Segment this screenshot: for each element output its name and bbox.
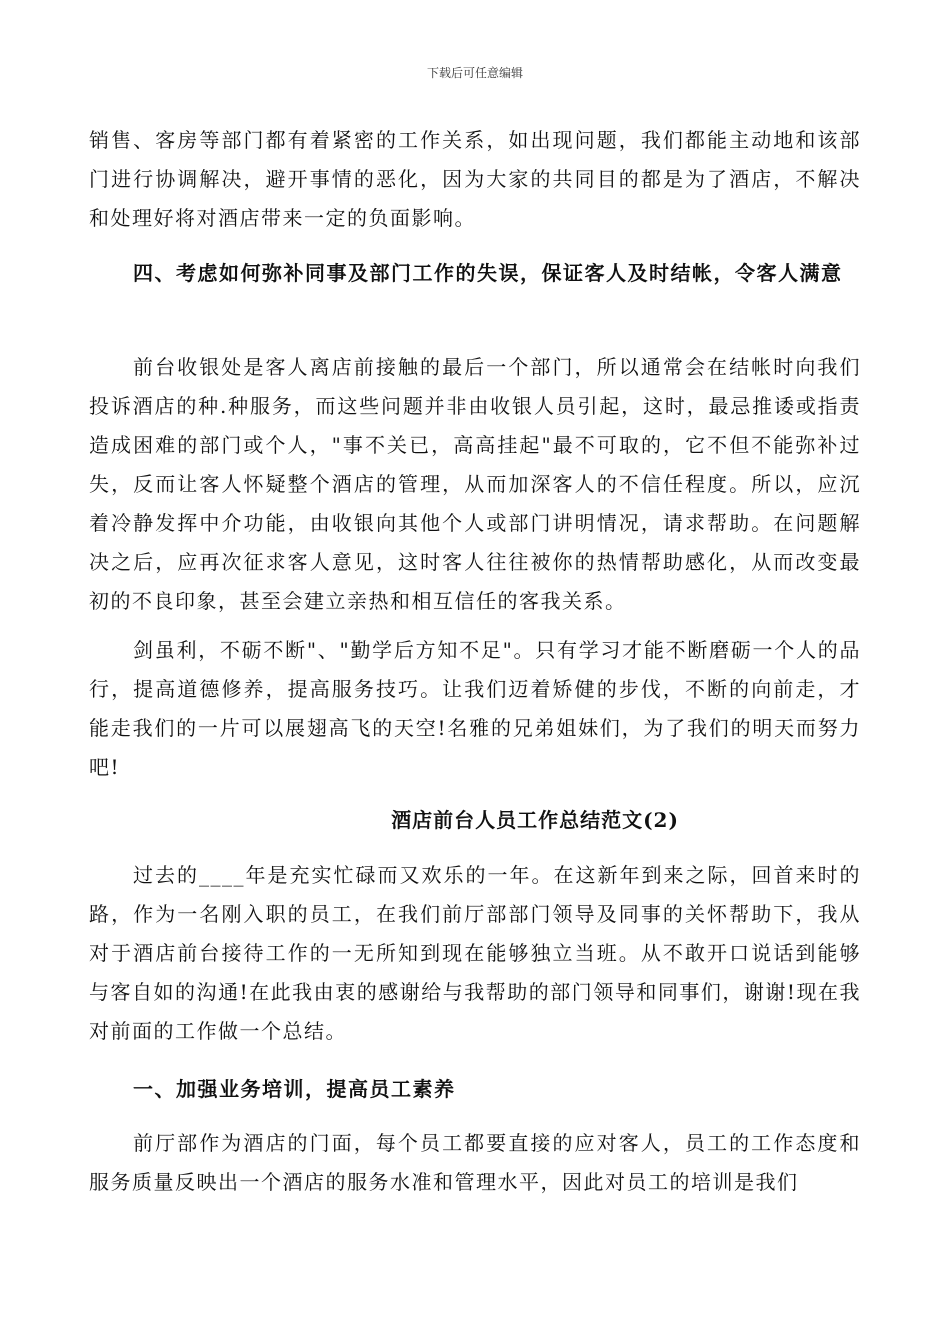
section-heading-4: 四、考虑如何弥补同事及部门工作的失误，保证客人及时结帐，令客人满意 [133, 261, 843, 285]
paragraph-learning: 剑虽利，不砺不断"、"勤学后方知不足"。只有学习才能不断磨砺一个人的品行，提高道德修养，提高服务技巧。让我们迈着矫健的步伐，不断的向前走，才能走我们的一片可以展翅高飞的天空!名雅的兄弟姐妹们，为了我们的明天而努力吧! [89, 638, 861, 779]
document-title-2: 酒店前台人员工作总结范文(2) [391, 808, 679, 832]
page-header: 下载后可任意编辑 [426, 66, 523, 80]
paragraph-training: 前厅部作为酒店的门面，每个员工都要直接的应对客人，员工的工作态度和服务质量反映出一个酒店的服务水准和管理水平，因此对员工的培训是我们 [89, 1131, 861, 1194]
paragraph-cashier: 前台收银处是客人离店前接触的最后一个部门，所以通常会在结帐时向我们投诉酒店的种.种服务，而这些问题并非由收银人员引起，这时，最忌推诿或指责造成困难的部门或个人，"事不关已，高高挂起"最不可取的，它不但不能弥补过失，反而让客人怀疑整个酒店的管理，从而加深客人的不信任程度。所以，应沉着冷静发挥中介功能，由收银向其他个人或部门讲明情况，请求帮助。在问题解决之后，应再次征求客人意见，这时客人往往被你的热情帮助感化，从而改变最初的不良印象，甚至会建立亲热和相互信任的客我关系。 [89, 355, 861, 613]
paragraph-year-review: 过去的____年是充实忙碌而又欢乐的一年。在这新年到来之际，回首来时的路，作为一名刚入职的员工，在我们前厅部部门领导及同事的关怀帮助下，我从对于酒店前台接待工作的一无所知到现在能够独立当班。从不敢开口说话到能够与客自如的沟通!在此我由衷的感谢给与我帮助的部门领导和同事们，谢谢!现在我对前面的工作做一个总结。 [89, 863, 861, 1043]
section-heading-1: 一、加强业务培训，提高员工素养 [133, 1077, 456, 1101]
paragraph-sales-relations: 销售、客房等部门都有着紧密的工作关系，如出现问题，我们都能主动地和该部门进行协调解决，避开事情的恶化，因为大家的共同目的都是为了酒店，不解决和处理好将对酒店带来一定的负面影响。 [89, 128, 861, 230]
